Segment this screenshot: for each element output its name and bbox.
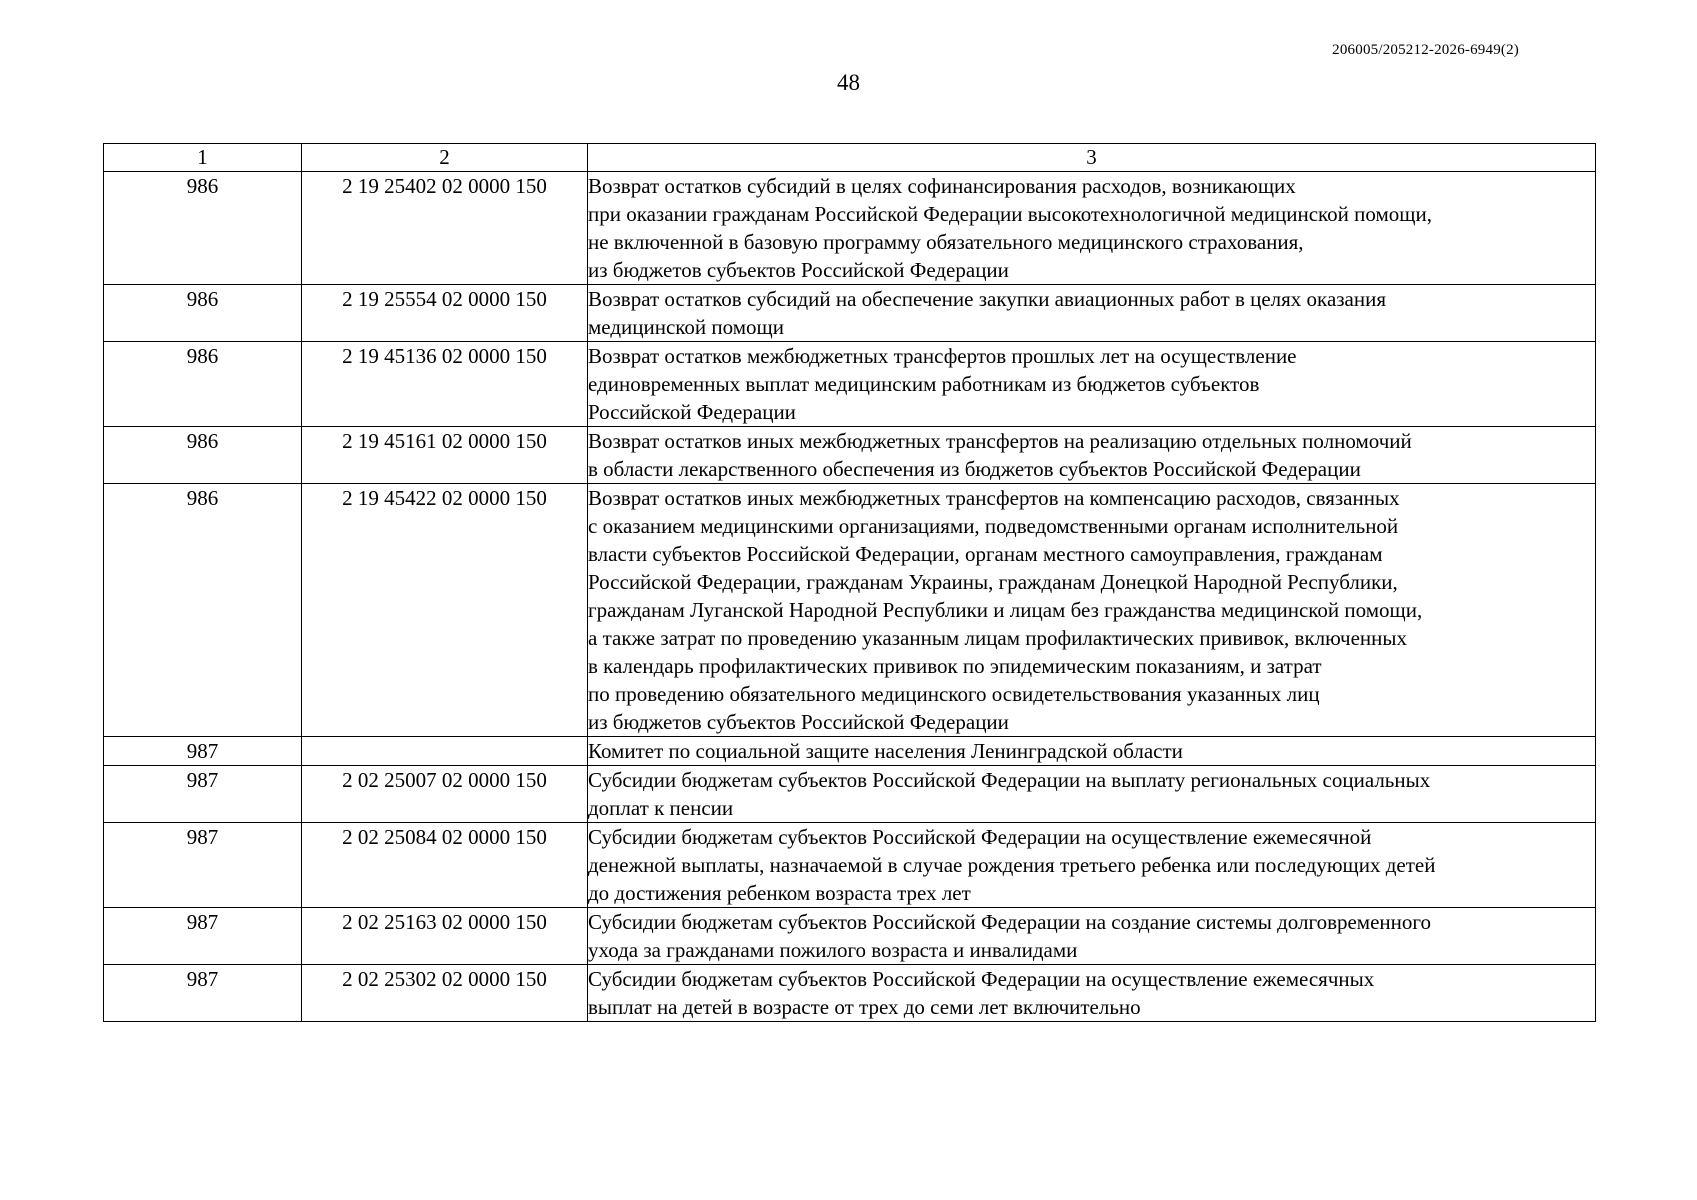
budget-classification-code-cell: 2 19 25402 02 0000 150 <box>302 172 588 285</box>
budget-classification-code-cell: 2 19 45422 02 0000 150 <box>302 484 588 737</box>
description-line: до достижения ребенком возраста трех лет <box>588 881 971 905</box>
description-line: Российской Федерации, гражданам Украины, гражданам Донецкой Народной Республики, <box>588 570 1398 594</box>
description-line: не включенной в базовую программу обязательного медицинского страхования, <box>588 230 1304 254</box>
description-line: Комитет по социальной защите населения Ленинградской области <box>588 739 1183 763</box>
column-header-3: 3 <box>588 144 1596 172</box>
description-line: Российской Федерации <box>588 400 796 424</box>
admin-code-cell: 986 <box>104 427 302 484</box>
description-cell <box>588 484 1596 737</box>
description-line: Возврат остатков субсидий на обеспечение закупки авиационных работ в целях оказания <box>588 287 1387 311</box>
description-line: с оказанием медицинскими организациями, подведомственными органам исполнительной <box>588 514 1399 538</box>
table-row <box>104 737 1596 766</box>
table-body <box>104 172 1596 1022</box>
document-id: 206005/205212-2026-6949(2) <box>1332 42 1519 58</box>
description-line: денежной выплаты, назначаемой в случае рождения третьего ребенка или последующих детей <box>588 853 1436 877</box>
description-line: в области лекарственного обеспечения из бюджетов субъектов Российской Федерации <box>588 457 1361 481</box>
budget-classification-code-cell: 2 02 25007 02 0000 150 <box>302 766 588 823</box>
description-line: а также затрат по проведению указанным лицам профилактических прививок, включенных <box>588 626 1407 650</box>
description-cell <box>588 737 1596 766</box>
description-cell <box>588 766 1596 823</box>
table-row <box>104 823 1596 908</box>
budget-classification-code-cell: 2 02 25163 02 0000 150 <box>302 908 588 965</box>
budget-classification-code-cell <box>302 737 588 766</box>
admin-code-cell: 986 <box>104 172 302 285</box>
description-line: единовременных выплат медицинским работникам из бюджетов субъектов <box>588 372 1260 396</box>
description-line: медицинской помощи <box>588 315 784 339</box>
budget-codes-table <box>103 143 1596 1022</box>
budget-classification-code-cell: 2 19 45136 02 0000 150 <box>302 342 588 427</box>
table-row <box>104 766 1596 823</box>
table-row <box>104 427 1596 484</box>
description-cell <box>588 172 1596 285</box>
table-row <box>104 908 1596 965</box>
description-cell <box>588 427 1596 484</box>
admin-code-cell: 987 <box>104 766 302 823</box>
budget-classification-code-cell: 2 02 25084 02 0000 150 <box>302 823 588 908</box>
description-line: Субсидии бюджетам субъектов Российской Федерации на осуществление ежемесячной <box>588 825 1372 849</box>
description-cell <box>588 285 1596 342</box>
description-line: Возврат остатков межбюджетных трансфертов прошлых лет на осуществление <box>588 344 1297 368</box>
description-line: Субсидии бюджетам субъектов Российской Федерации на создание системы долговременного <box>588 910 1431 934</box>
description-line: ухода за гражданами пожилого возраста и инвалидами <box>588 938 1078 962</box>
description-cell <box>588 908 1596 965</box>
description-line: выплат на детей в возрасте от трех до семи лет включительно <box>588 995 1141 1019</box>
description-cell <box>588 965 1596 1022</box>
description-line: Возврат остатков иных межбюджетных трансфертов на компенсацию расходов, связанных <box>588 486 1400 510</box>
admin-code-cell: 987 <box>104 908 302 965</box>
admin-code-cell: 986 <box>104 342 302 427</box>
table-row <box>104 285 1596 342</box>
budget-classification-code-cell: 2 19 25554 02 0000 150 <box>302 285 588 342</box>
table-row <box>104 172 1596 285</box>
page-number: 48 <box>837 70 860 95</box>
description-line: Возврат остатков иных межбюджетных трансфертов на реализацию отдельных полномочий <box>588 429 1412 453</box>
description-cell <box>588 823 1596 908</box>
description-line: из бюджетов субъектов Российской Федерации <box>588 258 1009 282</box>
description-line: Субсидии бюджетам субъектов Российской Федерации на выплату региональных социальных <box>588 768 1431 792</box>
description-line: по проведению обязательного медицинского освидетельствования указанных лиц <box>588 682 1320 706</box>
description-line: Субсидии бюджетам субъектов Российской Федерации на осуществление ежемесячных <box>588 967 1375 991</box>
table-row <box>104 342 1596 427</box>
table-row <box>104 965 1596 1022</box>
description-line: гражданам Луганской Народной Республики и лицам без гражданства медицинской помощи, <box>588 598 1423 622</box>
description-line: власти субъектов Российской Федерации, органам местного самоуправления, гражданам <box>588 542 1383 566</box>
admin-code-cell: 986 <box>104 484 302 737</box>
admin-code-cell: 987 <box>104 965 302 1022</box>
admin-code-cell: 987 <box>104 823 302 908</box>
description-line: из бюджетов субъектов Российской Федерации <box>588 710 1009 734</box>
column-header-2: 2 <box>302 144 588 172</box>
header-row <box>104 144 1596 172</box>
table-row <box>104 484 1596 737</box>
admin-code-cell: 986 <box>104 285 302 342</box>
budget-classification-code-cell: 2 02 25302 02 0000 150 <box>302 965 588 1022</box>
budget-classification-code-cell: 2 19 45161 02 0000 150 <box>302 427 588 484</box>
column-header-1: 1 <box>104 144 302 172</box>
description-line: Возврат остатков субсидий в целях софинансирования расходов, возникающих <box>588 174 1296 198</box>
description-cell <box>588 342 1596 427</box>
admin-code-cell: 987 <box>104 737 302 766</box>
description-line: при оказании гражданам Российской Федерации высокотехнологичной медицинской помощи, <box>588 202 1432 226</box>
description-line: доплат к пенсии <box>588 796 734 820</box>
description-line: в календарь профилактических прививок по эпидемическим показаниям, и затрат <box>588 654 1322 678</box>
